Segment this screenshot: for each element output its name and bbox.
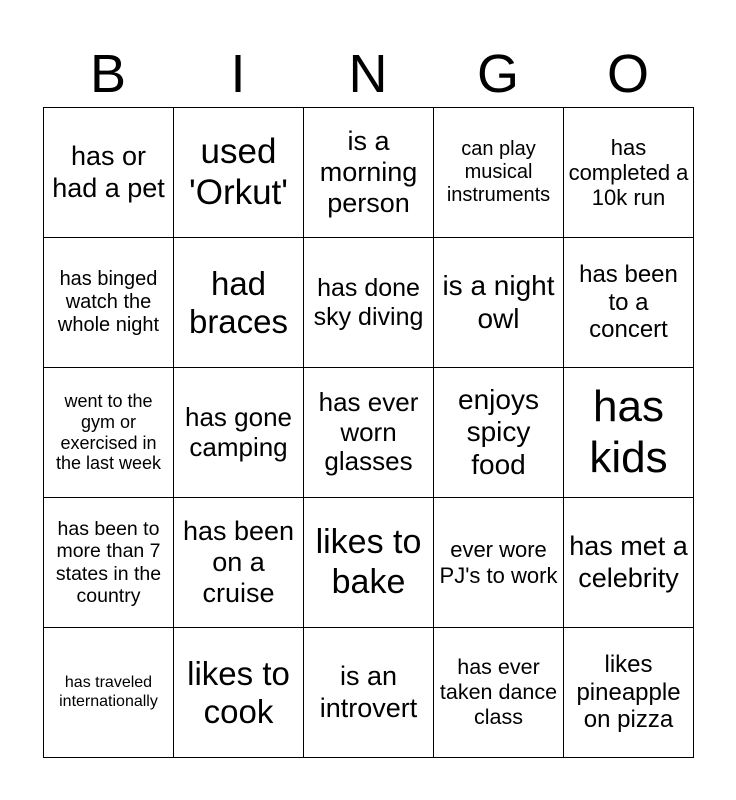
header-letter-n: N [348, 44, 388, 104]
bingo-cell[interactable]: has met a celebrity [564, 498, 694, 628]
board-row [44, 498, 694, 628]
bingo-cell[interactable]: has done sky diving [304, 238, 434, 368]
bingo-board [43, 107, 694, 758]
bingo-cell[interactable]: has ever worn glasses [304, 368, 434, 498]
bingo-cell[interactable]: has been to more than 7 states in the country [44, 498, 174, 628]
board-row [44, 108, 694, 238]
bingo-cell[interactable]: went to the gym or exercised in the last week [44, 368, 174, 498]
bingo-cell[interactable]: has or had a pet [44, 108, 174, 238]
bingo-cell[interactable]: likes to bake [304, 498, 434, 628]
bingo-cell[interactable]: has traveled internationally [44, 628, 174, 758]
bingo-cell[interactable]: has ever taken dance class [434, 628, 564, 758]
bingo-cell[interactable]: had braces [174, 238, 304, 368]
bingo-cell[interactable]: has binged watch the whole night [44, 238, 174, 368]
bingo-cell[interactable]: is a morning person [304, 108, 434, 238]
board-row [44, 368, 694, 498]
bingo-cell[interactable]: has gone camping [174, 368, 304, 498]
board-row [44, 238, 694, 368]
bingo-cell[interactable]: can play musical instruments [434, 108, 564, 238]
board-row [44, 628, 694, 758]
bingo-cell[interactable]: has kids [564, 368, 694, 498]
header-letter-g: G [476, 44, 519, 104]
bingo-cell[interactable]: is a night owl [434, 238, 564, 368]
bingo-cell[interactable]: used 'Orkut' [174, 108, 304, 238]
bingo-cell[interactable]: has been on a cruise [174, 498, 304, 628]
header-letter-b: B [89, 44, 127, 104]
bingo-cell[interactable]: has completed a 10k run [564, 108, 694, 238]
header-letter-i: I [230, 44, 246, 104]
bingo-cell[interactable]: likes pineapple on pizza [564, 628, 694, 758]
bingo-cell[interactable]: enjoys spicy food [434, 368, 564, 498]
bingo-cell[interactable]: has been to a concert [564, 238, 694, 368]
bingo-cell[interactable]: likes to cook [174, 628, 304, 758]
header-letter-o: O [606, 44, 649, 104]
bingo-cell[interactable]: is an introvert [304, 628, 434, 758]
bingo-header [43, 40, 693, 108]
bingo-cell[interactable]: ever wore PJ's to work [434, 498, 564, 628]
